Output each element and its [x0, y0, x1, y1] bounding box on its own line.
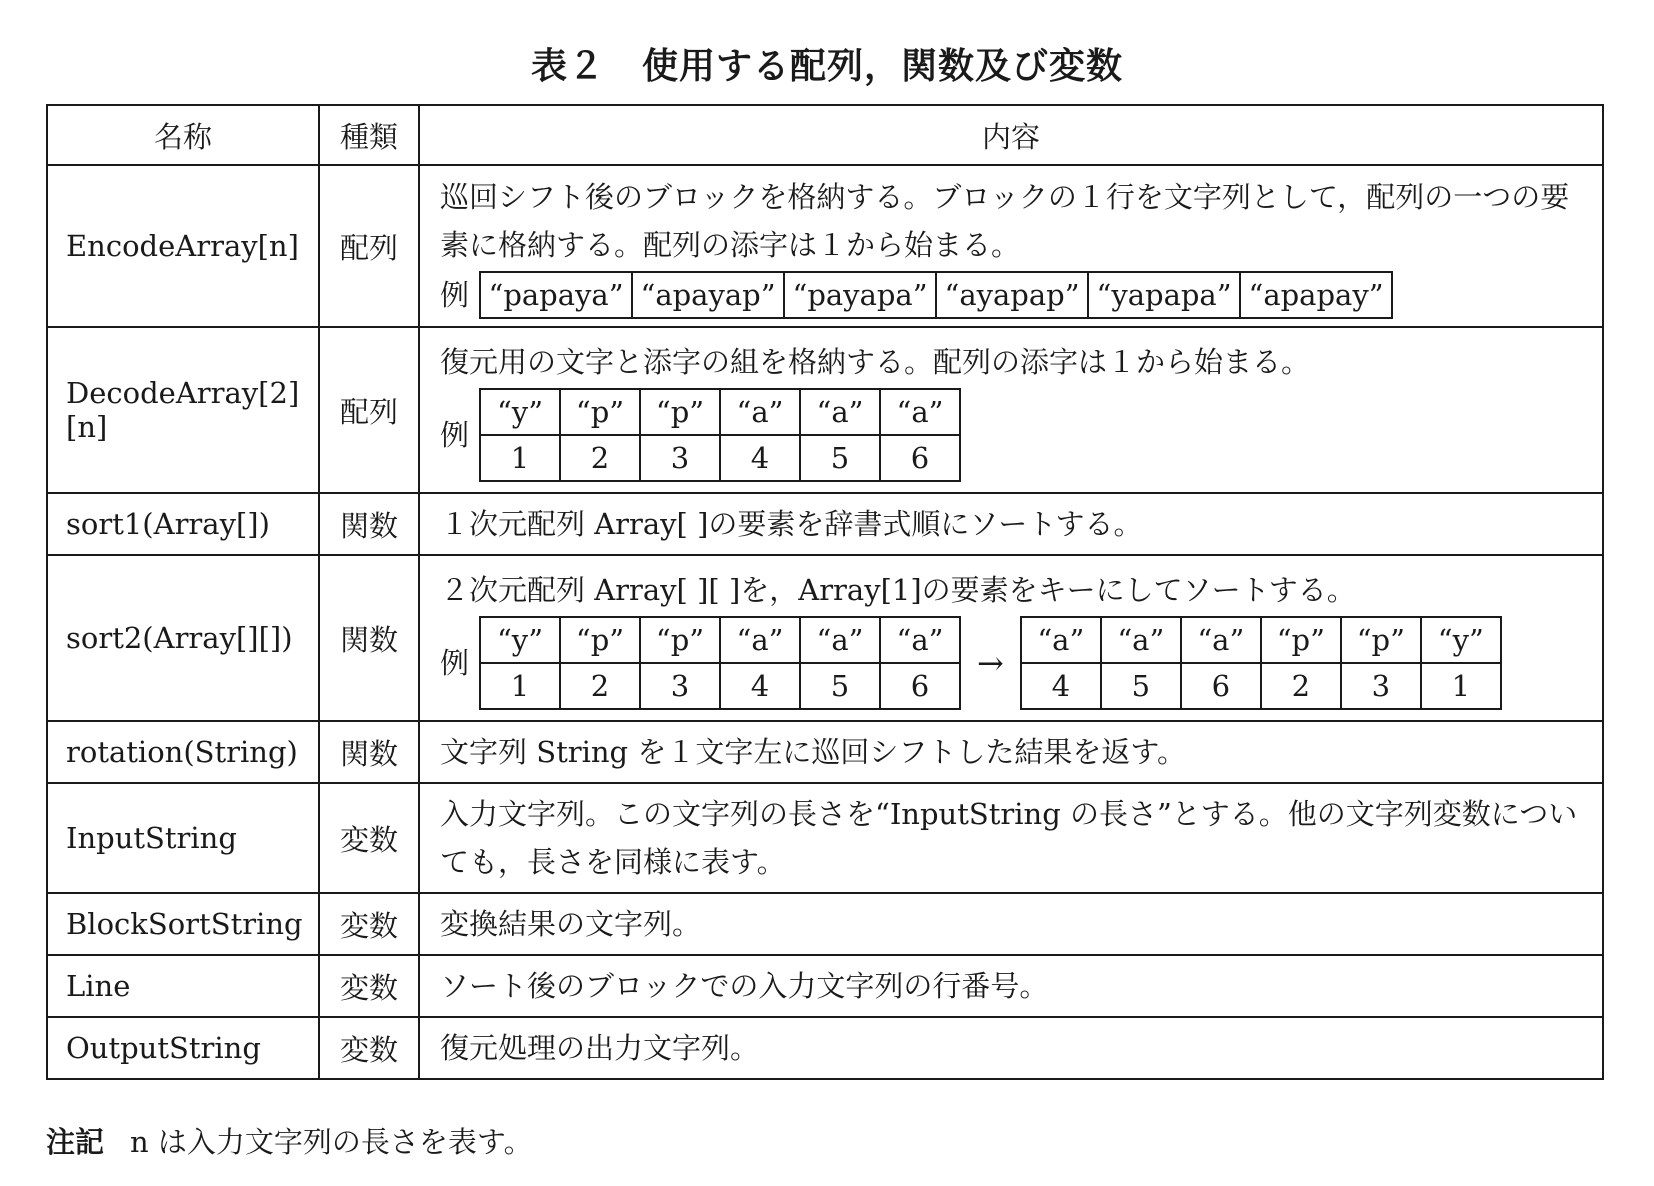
char-cell: “a” — [1101, 617, 1181, 663]
index-cell: 2 — [1261, 663, 1341, 709]
index-cell: 6 — [880, 435, 960, 481]
row-name: sort2(Array[][]) — [47, 555, 319, 721]
table-row — [47, 783, 1603, 893]
index-cell: 6 — [1181, 663, 1261, 709]
char-cell: “a” — [880, 617, 960, 663]
row-desc-cell — [419, 165, 1603, 327]
header-row — [47, 105, 1603, 165]
index-cell: 4 — [1021, 663, 1101, 709]
index-cell: 1 — [1421, 663, 1501, 709]
row-name: InputString — [47, 783, 319, 893]
index-cell: 6 — [880, 663, 960, 709]
row-desc-cell — [419, 327, 1603, 493]
char-cell: “a” — [720, 617, 800, 663]
encode-cell: “papaya” — [480, 272, 632, 318]
index-cell: 4 — [720, 663, 800, 709]
row-name: DecodeArray[2][n] — [47, 327, 319, 493]
char-cell: “y” — [480, 389, 560, 435]
encode-cell: “yapapa” — [1088, 272, 1240, 318]
char-cell: “p” — [640, 617, 720, 663]
header-desc: 内容 — [419, 105, 1603, 165]
index-cell: 3 — [640, 435, 720, 481]
definition-table — [46, 104, 1604, 1080]
header-name: 名称 — [47, 105, 319, 165]
row-kind: 配列 — [319, 327, 419, 493]
char-cell: “a” — [800, 389, 880, 435]
decode-example-table — [479, 388, 961, 482]
row-desc: 入力文字列。この文字列の長さを“InputString の長さ”とする。他の文字列変数についても，長さを同様に表す。 — [419, 783, 1603, 893]
table-row — [47, 955, 1603, 1017]
index-cell: 2 — [560, 435, 640, 481]
encode-cell: “ayapap” — [936, 272, 1088, 318]
row-desc-cell — [419, 555, 1603, 721]
index-cell: 5 — [800, 435, 880, 481]
index-cell: 1 — [480, 435, 560, 481]
row-name: OutputString — [47, 1017, 319, 1079]
table-row — [47, 1017, 1603, 1079]
table-row — [47, 165, 1603, 327]
index-cell: 5 — [1101, 663, 1181, 709]
index-cell: 5 — [800, 663, 880, 709]
sort2-after-table — [1020, 616, 1502, 710]
row-desc: 変換結果の文字列。 — [419, 893, 1603, 955]
footnote — [46, 1120, 533, 1161]
char-cell: “y” — [1421, 617, 1501, 663]
encode-cell: “apapay” — [1240, 272, 1392, 318]
row-desc: 復元処理の出力文字列。 — [419, 1017, 1603, 1079]
char-cell: “p” — [1341, 617, 1421, 663]
char-cell: “p” — [1261, 617, 1341, 663]
table-row — [47, 493, 1603, 555]
header-kind: 種類 — [319, 105, 419, 165]
example-label: 例 — [440, 418, 470, 452]
table-row — [47, 327, 1603, 493]
example-row — [440, 271, 1584, 319]
table-title: 表２ 使用する配列，関数及び変数 — [530, 46, 1123, 87]
table-row — [47, 893, 1603, 955]
row-name: BlockSortString — [47, 893, 319, 955]
row-desc: 文字列 String を１文字左に巡回シフトした結果を返す。 — [419, 721, 1603, 783]
row-name: EncodeArray[n] — [47, 165, 319, 327]
char-cell: “p” — [560, 389, 640, 435]
row-desc: 巡回シフト後のブロックを格納する。ブロックの１行を文字列として，配列の一つの要素に格納する。配列の添字は１から始まる。 — [440, 180, 1570, 262]
char-cell: “a” — [1021, 617, 1101, 663]
sort2-before-table — [479, 616, 961, 710]
encode-cell: “payapa” — [784, 272, 936, 318]
footnote-text: n は入力文字列の長さを表す。 — [130, 1125, 533, 1159]
table-row — [47, 555, 1603, 721]
index-cell: 2 — [560, 663, 640, 709]
char-cell: “a” — [800, 617, 880, 663]
row-kind: 変数 — [319, 783, 419, 893]
char-cell: “a” — [880, 389, 960, 435]
example-row — [440, 616, 1584, 710]
row-desc: １次元配列 Array[ ]の要素を辞書式順にソートする。 — [419, 493, 1603, 555]
row-kind: 関数 — [319, 493, 419, 555]
row-desc: ２次元配列 Array[ ][ ]を，Array[1]の要素をキーにしてソートする。 — [440, 573, 1356, 607]
example-row — [440, 388, 1584, 482]
char-cell: “a” — [1181, 617, 1261, 663]
example-label: 例 — [440, 278, 470, 312]
char-cell: “p” — [560, 617, 640, 663]
index-cell: 3 — [640, 663, 720, 709]
footnote-label: 注記 — [46, 1125, 105, 1159]
index-cell: 1 — [480, 663, 560, 709]
row-name: Line — [47, 955, 319, 1017]
row-kind: 変数 — [319, 955, 419, 1017]
char-cell: “a” — [720, 389, 800, 435]
encode-example-table — [479, 271, 1393, 319]
index-cell: 3 — [1341, 663, 1421, 709]
row-name: sort1(Array[]) — [47, 493, 319, 555]
index-cell: 4 — [720, 435, 800, 481]
row-name: rotation(String) — [47, 721, 319, 783]
row-desc: ソート後のブロックでの入力文字列の行番号。 — [419, 955, 1603, 1017]
encode-cell: “apayap” — [632, 272, 784, 318]
row-kind: 変数 — [319, 893, 419, 955]
example-label: 例 — [440, 646, 470, 680]
row-kind: 関数 — [319, 555, 419, 721]
right-arrow-icon: → — [977, 644, 1004, 682]
row-kind: 関数 — [319, 721, 419, 783]
row-kind: 配列 — [319, 165, 419, 327]
char-cell: “y” — [480, 617, 560, 663]
char-cell: “p” — [640, 389, 720, 435]
row-desc: 復元用の文字と添字の組を格納する。配列の添字は１から始まる。 — [440, 345, 1311, 379]
table-row — [47, 721, 1603, 783]
row-kind: 変数 — [319, 1017, 419, 1079]
